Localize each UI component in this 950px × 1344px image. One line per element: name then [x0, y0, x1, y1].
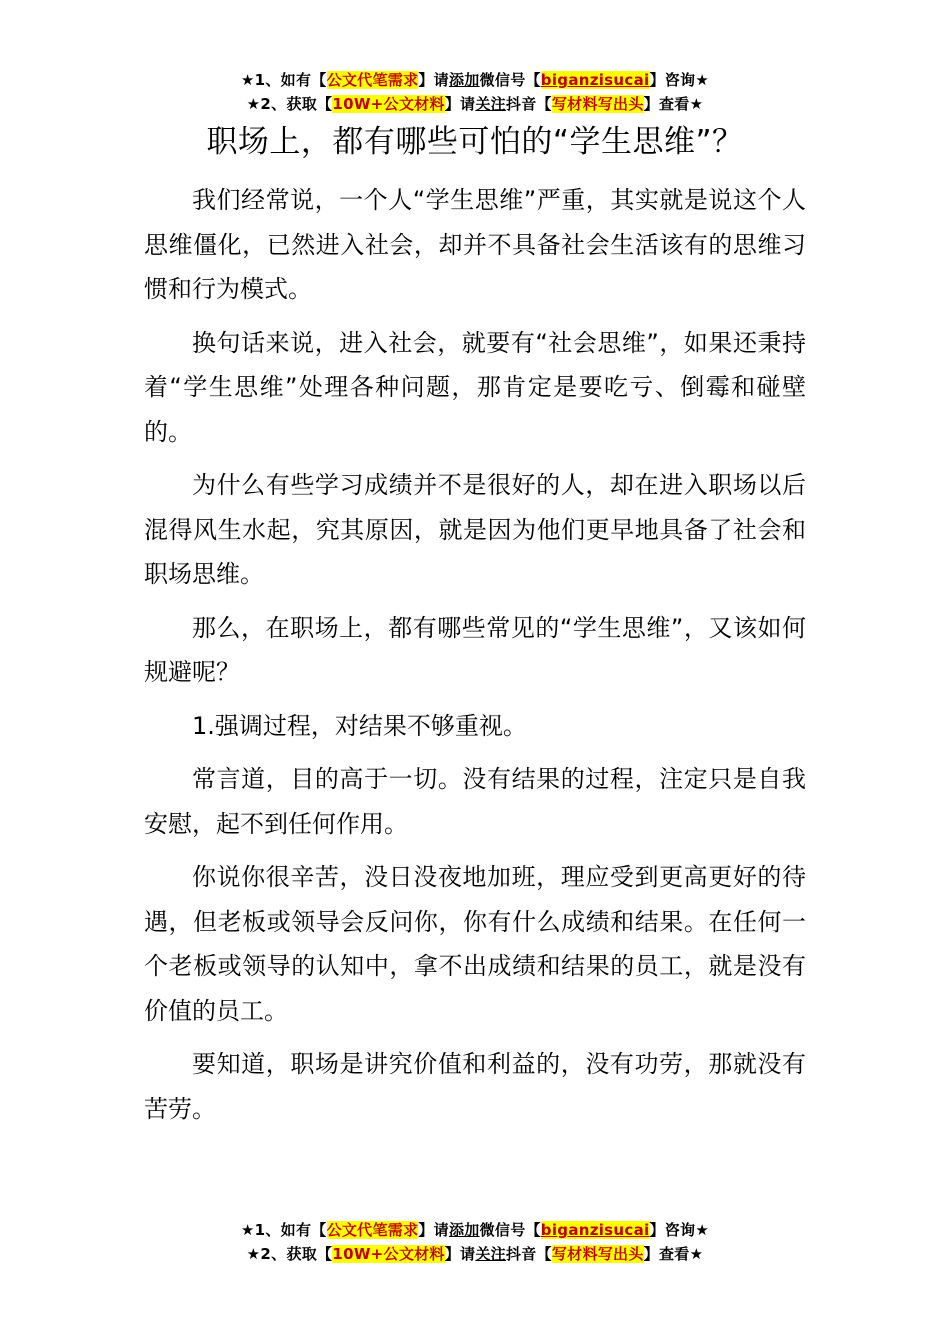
promo-text: 】查看★ [643, 95, 704, 113]
promo-text: 】请 [444, 1245, 476, 1263]
promo-highlight-materials: 10W+公文材料 [332, 1245, 445, 1263]
promo-text: 】咨询★ [649, 1221, 710, 1239]
document-body [144, 178, 806, 1140]
promo-text: 】请 [444, 95, 476, 113]
promo-highlight-materials: 10W+公文材料 [332, 95, 445, 113]
promo-underlined-text: 关注 [475, 95, 506, 113]
paragraph: 要知道，职场是讲究价值和利益的，没有功劳，那就没有苦劳。 [144, 1050, 806, 1123]
promo-line-2 [0, 92, 950, 116]
promo-text: ★1、如有【 [240, 1221, 327, 1239]
promo-text: 】请 [418, 71, 449, 89]
paragraph: 换句话来说，进入社会，就要有“社会思维”，如果还秉持着“学生思维”处理各种问题，那肯定是要吃亏、倒霉和碰壁的。 [144, 328, 806, 446]
paragraph: 那么，在职场上，都有哪些常见的“学生思维”，又该如何规避呢？ [144, 613, 806, 686]
promo-underlined-text: 关注 [475, 1245, 506, 1263]
promo-highlight-wechat-id: biganzisucai [540, 71, 650, 89]
paragraph: 为什么有些学习成绩并不是很好的人，却在进入职场以后混得风生水起，究其原因，就是因为他们更早地具备了社会和职场思维。 [144, 471, 806, 588]
promo-text: 】请 [418, 1221, 449, 1239]
promo-line-1 [0, 1218, 950, 1242]
promo-text: ★1、如有【 [240, 71, 327, 89]
promo-line-1 [0, 68, 950, 92]
promo-highlight-wechat-id: biganzisucai [540, 1221, 650, 1239]
promo-highlight-douyin: 写材料写出头 [551, 95, 644, 113]
promo-text: 微信号【 [479, 71, 541, 89]
footer-promo-banner [0, 1218, 950, 1266]
promo-highlight-service: 公文代笔需求 [326, 1221, 419, 1239]
header-promo-banner [0, 68, 950, 116]
promo-highlight-douyin: 写材料写出头 [551, 1245, 644, 1263]
paragraph: 你说你很辛苦，没日没夜地加班，理应受到更高更好的待遇，但老板或领导会反问你，你有什么成绩和结果。在任何一个老板或领导的认知中，拿不出成绩和结果的员工，就是没有价值的员工。 [144, 863, 806, 1025]
promo-text: ★2、获取【 [246, 95, 333, 113]
promo-text: ★2、获取【 [246, 1245, 333, 1263]
promo-text: 抖音【 [505, 95, 552, 113]
promo-text: 】查看★ [643, 1245, 704, 1263]
section-heading: 1.强调过程，对结果不够重视。 [192, 711, 527, 740]
promo-line-2 [0, 1242, 950, 1266]
promo-text: 】咨询★ [649, 71, 710, 89]
promo-highlight-service: 公文代笔需求 [326, 71, 419, 89]
document-title: 职场上，都有哪些可怕的“学生思维”？ [206, 124, 744, 160]
promo-text: 微信号【 [479, 1221, 541, 1239]
promo-text: 抖音【 [505, 1245, 552, 1263]
promo-underlined-text: 添加 [448, 1221, 480, 1239]
paragraph: 我们经常说，一个人“学生思维”严重，其实就是说这个人思维僵化，已然进入社会，却并不具备社会生活该有的思维习惯和行为模式。 [144, 186, 806, 303]
promo-underlined-text: 添加 [448, 71, 480, 89]
paragraph: 常言道，目的高于一切。没有结果的过程，注定只是自我安慰，起不到任何作用。 [144, 765, 806, 838]
